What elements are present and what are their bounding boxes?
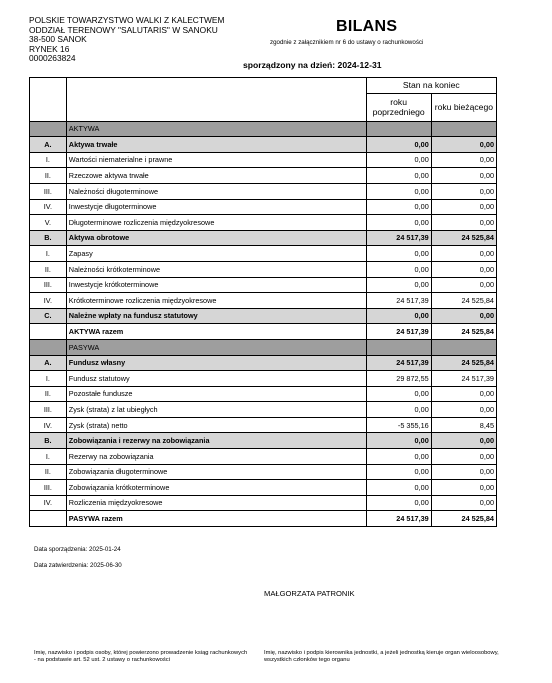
row-label: PASYWA: [66, 339, 366, 355]
value-current-year: 24 525,84: [431, 293, 496, 309]
row-number: [30, 324, 67, 340]
row-number: II.: [30, 261, 67, 277]
row-number: I.: [30, 371, 67, 387]
row-number: A.: [30, 355, 67, 371]
value-previous-year: 0,00: [366, 433, 431, 449]
value-current-year: 0,00: [431, 433, 496, 449]
org-branch: ODDZIAŁ TERENOWY "SALUTARIS" W SANOKU: [29, 24, 218, 35]
value-current-year: 24 525,84: [431, 324, 496, 340]
row-label: Fundusz własny: [66, 355, 366, 371]
value-current-year: [431, 121, 496, 137]
value-previous-year: 0,00: [366, 246, 431, 262]
row-number: I.: [30, 152, 67, 168]
group-row: [30, 137, 497, 153]
organization-block: [29, 16, 224, 64]
value-current-year: 0,00: [431, 308, 496, 324]
value-previous-year: 29 872,55: [366, 371, 431, 387]
row-number: III.: [30, 402, 67, 418]
value-previous-year: -5 355,16: [366, 417, 431, 433]
value-previous-year: 0,00: [366, 215, 431, 231]
value-current-year: 0,00: [431, 246, 496, 262]
value-current-year: 24 517,39: [431, 371, 496, 387]
value-previous-year: 0,00: [366, 277, 431, 293]
row-label: Aktywa obrotowe: [66, 230, 366, 246]
table-row: [30, 480, 497, 496]
value-previous-year: 0,00: [366, 261, 431, 277]
value-previous-year: 0,00: [366, 168, 431, 184]
table-row: [30, 152, 497, 168]
row-number: [30, 339, 67, 355]
row-label: Należności krótkoterminowe: [66, 261, 366, 277]
row-number: A.: [30, 137, 67, 153]
value-current-year: 24 525,84: [431, 230, 496, 246]
value-previous-year: 24 517,39: [366, 324, 431, 340]
table-row: [30, 183, 497, 199]
value-current-year: 0,00: [431, 480, 496, 496]
total-row: [30, 324, 497, 340]
value-previous-year: 0,00: [366, 402, 431, 418]
value-current-year: 0,00: [431, 277, 496, 293]
group-row: [30, 308, 497, 324]
value-previous-year: 0,00: [366, 183, 431, 199]
row-label: Zobowiązania i rezerwy na zobowiązania: [66, 433, 366, 449]
header-previous-year: roku poprzedniego: [366, 93, 431, 121]
group-row: [30, 433, 497, 449]
table-row: [30, 215, 497, 231]
row-label: Rzeczowe aktywa trwałe: [66, 168, 366, 184]
org-krs: 0000263824: [29, 53, 76, 64]
row-number: II.: [30, 386, 67, 402]
table-row: [30, 277, 497, 293]
value-previous-year: 0,00: [366, 137, 431, 153]
table-row: [30, 293, 497, 309]
value-previous-year: 0,00: [366, 449, 431, 465]
total-row: [30, 511, 497, 527]
value-previous-year: 0,00: [366, 480, 431, 496]
value-current-year: 0,00: [431, 168, 496, 184]
signer-name: MAŁGORZATA PATRONIK: [264, 589, 355, 598]
table-row: [30, 464, 497, 480]
value-current-year: 0,00: [431, 215, 496, 231]
row-label: Należne wpłaty na fundusz statutowy: [66, 308, 366, 324]
value-current-year: 0,00: [431, 464, 496, 480]
row-number: B.: [30, 433, 67, 449]
value-previous-year: 24 517,39: [366, 511, 431, 527]
value-current-year: 0,00: [431, 152, 496, 168]
row-number: III.: [30, 183, 67, 199]
value-previous-year: 0,00: [366, 199, 431, 215]
row-number: IV.: [30, 293, 67, 309]
value-previous-year: 24 517,39: [366, 293, 431, 309]
value-current-year: 0,00: [431, 261, 496, 277]
row-number: I.: [30, 449, 67, 465]
row-label: Aktywa trwałe: [66, 137, 366, 153]
value-previous-year: 24 517,39: [366, 230, 431, 246]
date-approved: Data zatwierdzenia: 2025-06-30: [34, 562, 122, 569]
value-previous-year: 24 517,39: [366, 355, 431, 371]
group-row: [30, 355, 497, 371]
value-current-year: 0,00: [431, 449, 496, 465]
table-row: [30, 168, 497, 184]
row-number: B.: [30, 230, 67, 246]
row-label: Rozliczenia międzyokresowe: [66, 495, 366, 511]
value-current-year: 0,00: [431, 199, 496, 215]
row-number: C.: [30, 308, 67, 324]
table-row: [30, 386, 497, 402]
table-row: [30, 371, 497, 387]
table-header-row: [30, 78, 497, 94]
row-label: Inwestycje krótkoterminowe: [66, 277, 366, 293]
org-city: 38-500 SANOK: [29, 34, 87, 45]
value-previous-year: 0,00: [366, 495, 431, 511]
section-header-row: [30, 339, 497, 355]
value-current-year: 24 525,84: [431, 355, 496, 371]
row-number: III.: [30, 480, 67, 496]
header-period-end: Stan na koniec: [366, 78, 496, 94]
row-label: Rezerwy na zobowiązania: [66, 449, 366, 465]
document-title: BILANS: [336, 18, 398, 35]
org-street: RYNEK 16: [29, 43, 70, 54]
group-row: [30, 230, 497, 246]
row-label: Fundusz statutowy: [66, 371, 366, 387]
value-current-year: 8,45: [431, 417, 496, 433]
value-previous-year: [366, 121, 431, 137]
row-label: Pozostałe fundusze: [66, 386, 366, 402]
row-label: Zapasy: [66, 246, 366, 262]
row-number: [30, 121, 67, 137]
row-number: [30, 511, 67, 527]
row-label: Zobowiązania długoterminowe: [66, 464, 366, 480]
value-current-year: 0,00: [431, 183, 496, 199]
value-previous-year: 0,00: [366, 308, 431, 324]
table-row: [30, 449, 497, 465]
value-current-year: 0,00: [431, 495, 496, 511]
table-row: [30, 246, 497, 262]
row-label: Zobowiązania krótkoterminowe: [66, 480, 366, 496]
value-current-year: 0,00: [431, 402, 496, 418]
row-number: IV.: [30, 495, 67, 511]
value-current-year: 0,00: [431, 137, 496, 153]
table-row: [30, 199, 497, 215]
table-row: [30, 402, 497, 418]
row-label: Inwestycje długoterminowe: [66, 199, 366, 215]
row-label: Długoterminowe rozliczenia międzyokresowe: [66, 215, 366, 231]
row-label: PASYWA razem: [66, 511, 366, 527]
signature-caption-accountant: Imię, nazwisko i podpis osoby, której powierzono prowadzenie ksiąg rachunkowych - na podstawie art. 52 ust. 2 ustawy o rachunkowości: [34, 650, 248, 663]
balance-date-heading: sporządzony na dzień: 2024-12-31: [243, 60, 382, 70]
row-number: III.: [30, 277, 67, 293]
balance-sheet-table: [29, 77, 497, 527]
date-prepared: Data sporządzenia: 2025-01-24: [34, 546, 121, 553]
value-previous-year: 0,00: [366, 152, 431, 168]
value-previous-year: [366, 339, 431, 355]
row-label: Wartości niematerialne i prawne: [66, 152, 366, 168]
row-label: Należności długoterminowe: [66, 183, 366, 199]
org-name: POLSKIE TOWARZYSTWO WALKI Z KALECTWEM: [29, 15, 225, 25]
row-label: Krótkoterminowe rozliczenia międzyokresowe: [66, 293, 366, 309]
value-current-year: 0,00: [431, 386, 496, 402]
row-number: II.: [30, 168, 67, 184]
row-number: I.: [30, 246, 67, 262]
header-current-year: roku bieżącego: [431, 93, 496, 121]
row-number: II.: [30, 464, 67, 480]
table-row: [30, 495, 497, 511]
value-previous-year: 0,00: [366, 464, 431, 480]
value-current-year: 24 525,84: [431, 511, 496, 527]
row-label: AKTYWA razem: [66, 324, 366, 340]
signature-caption-manager: Imię, nazwisko i podpis kierownika jednostki, a jeżeli jednostką kieruje organ wieloosobowy, wszystkich członków tego organu: [264, 650, 499, 663]
value-previous-year: 0,00: [366, 386, 431, 402]
row-label: Zysk (strata) netto: [66, 417, 366, 433]
row-number: V.: [30, 215, 67, 231]
row-label: AKTYWA: [66, 121, 366, 137]
row-number: IV.: [30, 199, 67, 215]
table-row: [30, 261, 497, 277]
row-number: IV.: [30, 417, 67, 433]
value-current-year: [431, 339, 496, 355]
document-subtitle: zgodnie z załącznikiem nr 6 do ustawy o rachunkowości: [270, 39, 424, 46]
table-row: [30, 417, 497, 433]
section-header-row: [30, 121, 497, 137]
row-label: Zysk (strata) z lat ubiegłych: [66, 402, 366, 418]
